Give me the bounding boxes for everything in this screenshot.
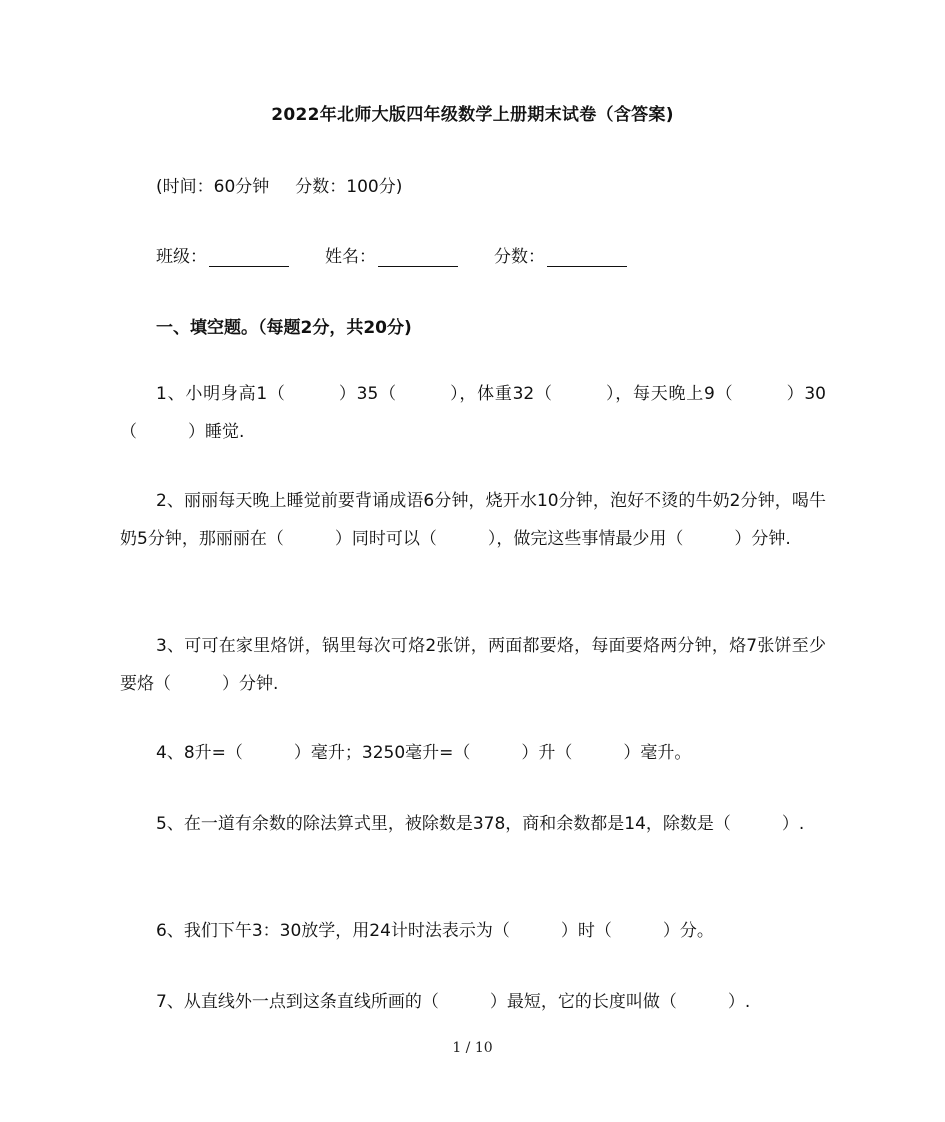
class-field (156, 242, 289, 267)
question-3: 3、可可在家里烙饼，锅里每次可烙2张饼，两面都要烙，每面要烙两分钟，烙7张饼至少要烙（ ）分钟. (120, 636, 826, 694)
class-label: 班级： (156, 247, 207, 267)
total-score: 分数：100分) (295, 177, 403, 197)
score-blank (547, 248, 627, 267)
class-blank (209, 248, 289, 267)
name-label: 姓名： (325, 247, 376, 267)
score-label: 分数： (494, 247, 545, 267)
page-title: 2022年北师大版四年级数学上册期末试卷（含答案) (271, 105, 674, 125)
page-number: 1 / 10 (452, 1040, 493, 1056)
question-2: 2、丽丽每天晚上睡觉前要背诵成语6分钟，烧开水10分钟，泡好不烫的牛奶2分钟，喝牛奶5分钟，那丽丽在（ ）同时可以（ ），做完这些事情最少用（ ）分钟. (120, 491, 826, 549)
student-info (156, 242, 663, 267)
time-limit: (时间：60分钟 (156, 177, 270, 197)
name-blank (378, 248, 458, 267)
question-1: 1、小明身高1（ ）35（ ），体重32（ ），每天晚上9（ ）30（ ）睡觉. (120, 384, 826, 442)
exam-meta (156, 172, 402, 197)
score-field (494, 242, 627, 267)
name-field (325, 242, 458, 267)
question-5: 5、在一道有余数的除法算式里，被除数是378，商和余数都是14，除数是（ ）. (156, 814, 805, 834)
section-heading: 一、填空题。（每题2分，共20分) (156, 318, 412, 338)
question-6: 6、我们下午3：30放学，用24计时法表示为（ ）时（ ）分。 (156, 921, 714, 941)
question-4: 4、8升=（ ）毫升；3250毫升=（ ）升（ ）毫升。 (156, 743, 692, 763)
question-7: 7、从直线外一点到这条直线所画的（ ）最短，它的长度叫做（ ）. (156, 992, 751, 1012)
